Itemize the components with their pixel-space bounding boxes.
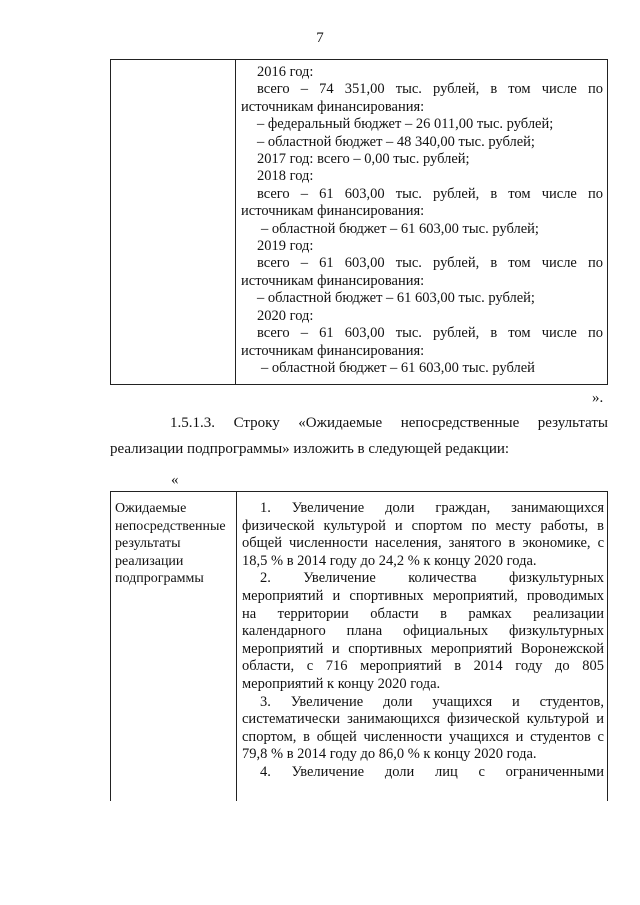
result-3-line: систематически занимающихся физической культурой и xyxy=(242,711,604,728)
result-2-line: календарного плана официальных физкультурных xyxy=(242,623,604,640)
paragraph-line-1: 1.5.1.3. Строку «Ожидаемые непосредственные результаты xyxy=(170,415,608,431)
paragraph-line-2: реализации подпрограммы» изложить в следующей редакции: xyxy=(110,441,510,457)
result-1-line: 18,5 % в 2014 году до 24,2 % к концу 2020 года. xyxy=(242,552,537,569)
result-2-line: на территории области в рамках реализации xyxy=(242,605,604,622)
total-2016: всего – 74 351,00 тыс. рублей, в том числе по xyxy=(257,81,603,98)
regional-budget-2020: – областной бюджет – 61 603,00 тыс. рублей xyxy=(261,359,535,376)
result-3-line: спортом, в общей численности учащихся и студентов с xyxy=(242,728,604,745)
expected-results-table xyxy=(110,491,608,801)
year-2016-heading: 2016 год: xyxy=(257,64,314,80)
federal-budget-2016: – федеральный бюджет – 26 011,00 тыс. рублей; xyxy=(257,116,554,133)
year-2017-total: 2017 год: всего – 0,00 тыс. рублей; xyxy=(257,151,470,168)
results-cell xyxy=(242,500,604,782)
result-1-line: физической культурой и спортом по месту работы, в xyxy=(242,517,604,534)
opening-quote: « xyxy=(171,472,179,488)
closing-quote: ». xyxy=(592,390,604,406)
result-3-line: 79,8 % в 2014 году до 86,0 % к концу 2020 года. xyxy=(242,746,537,763)
total-2018: всего – 61 603,00 тыс. рублей, в том числе по xyxy=(257,185,603,202)
result-2-line: мероприятий и спортивных мероприятий Воронежской xyxy=(242,640,604,657)
funding-sources-label: источникам финансирования: xyxy=(241,98,425,115)
row-label-line: непосредственные xyxy=(115,518,226,534)
result-2-line: мероприятий к концу 2020 года. xyxy=(242,675,441,692)
funding-cell xyxy=(241,64,603,377)
table-column-divider xyxy=(236,492,237,801)
funding-sources-label: источникам финансирования: xyxy=(241,342,425,359)
row-label-line: реализации xyxy=(115,553,184,569)
row-label-line: подпрограммы xyxy=(115,571,204,586)
row-label-line: результаты xyxy=(115,536,181,551)
result-2-line: 2. Увеличение количества физкультурных xyxy=(260,570,604,587)
result-2-line: области, с 716 мероприятий в 2014 году до 805 xyxy=(242,658,604,675)
result-4-line: 4. Увеличение доли лиц с ограниченными xyxy=(260,763,604,780)
total-2019: всего – 61 603,00 тыс. рублей, в том числе по xyxy=(257,255,603,272)
funding-sources-label: источникам финансирования: xyxy=(241,203,425,220)
year-2019-heading: 2019 год: xyxy=(257,238,314,255)
regional-budget-2019: – областной бюджет – 61 603,00 тыс. рублей; xyxy=(257,290,535,307)
row-label xyxy=(115,500,235,588)
funding-sources-label: источникам финансирования: xyxy=(241,272,425,289)
result-2-line: мероприятий и спортивных мероприятий, проводимых xyxy=(242,587,604,604)
page-number: 7 xyxy=(316,30,324,46)
result-1-line: общей численности населения, занятого в экономике, с xyxy=(242,535,604,552)
result-1-line: 1. Увеличение доли граждан, занимающихся xyxy=(260,500,604,516)
result-3-line: 3. Увеличение доли учащихся и студентов, xyxy=(260,693,604,710)
regional-budget-2018: – областной бюджет – 61 603,00 тыс. рублей; xyxy=(261,220,539,237)
year-2020-heading: 2020 год: xyxy=(257,307,314,324)
regional-budget-2016: – областной бюджет – 48 340,00 тыс. рублей; xyxy=(257,133,535,150)
year-2018-heading: 2018 год: xyxy=(257,168,314,185)
total-2020: всего – 61 603,00 тыс. рублей, в том числе по xyxy=(257,325,603,342)
row-label-line: Ожидаемые xyxy=(115,501,187,516)
table-column-divider xyxy=(235,60,236,384)
funding-table xyxy=(110,59,608,385)
